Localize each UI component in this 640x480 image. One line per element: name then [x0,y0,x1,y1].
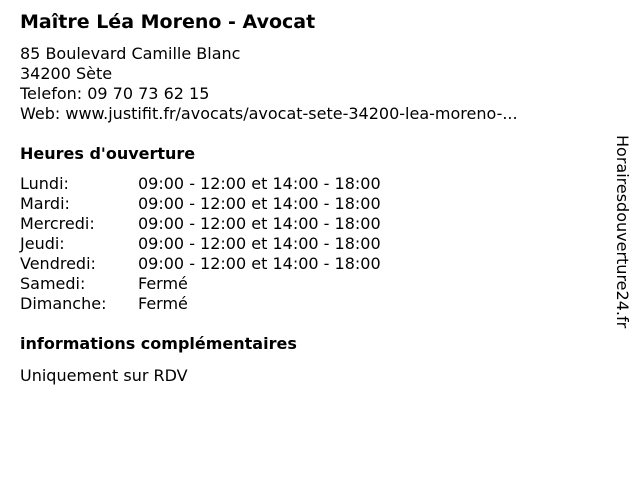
additional-info-heading: informations complémentaires [20,334,297,353]
phone-line: Telefon: 09 70 73 62 15 [20,84,210,103]
brand-site-text: Horairesdouverture24.fr [613,135,632,329]
day-hours: Fermé [138,294,188,313]
day-hours: 09:00 - 12:00 et 14:00 - 18:00 [138,194,381,213]
day-label: Vendredi: [20,254,96,273]
day-label: Jeudi: [20,234,65,253]
day-hours: 09:00 - 12:00 et 14:00 - 18:00 [138,254,381,273]
day-label: Samedi: [20,274,86,293]
website-line: Web: www.justifit.fr/avocats/avocat-sete-34200-lea-moreno-... [20,104,518,123]
day-hours: 09:00 - 12:00 et 14:00 - 18:00 [138,214,381,233]
opening-hours-heading: Heures d'ouverture [20,144,196,163]
day-hours: 09:00 - 12:00 et 14:00 - 18:00 [138,234,381,253]
day-label: Mardi: [20,194,70,213]
address-city: 34200 Sète [20,64,113,83]
brand-watermark [612,135,632,345]
day-label: Lundi: [20,174,69,193]
day-hours: Fermé [138,274,188,293]
day-label: Dimanche: [20,294,107,313]
day-label: Mercredi: [20,214,95,233]
contact-details [20,44,518,124]
additional-info-note: Uniquement sur RDV [20,366,188,385]
business-title: Maître Léa Moreno - Avocat [20,11,316,33]
day-hours: 09:00 - 12:00 et 14:00 - 18:00 [138,174,381,193]
address-street: 85 Boulevard Camille Blanc [20,44,241,63]
